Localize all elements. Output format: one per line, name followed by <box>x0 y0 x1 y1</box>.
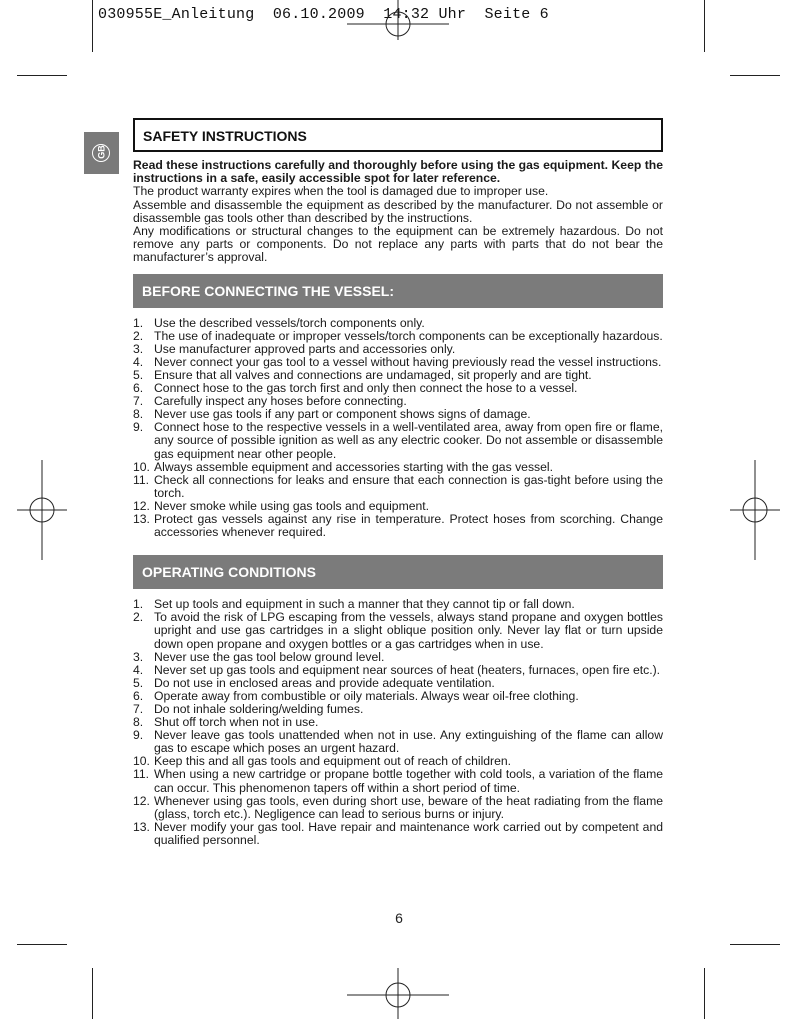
language-tab <box>84 132 119 174</box>
list-item-number: 8. <box>133 407 144 422</box>
list-item-text: To avoid the risk of LPG escaping from the vessels, always stand propane and oxygen bottles upright and use gas cartridges in a slight oblique position only. Never lay flat or turn upside down open propane and oxygen bottles or a gas cartridges when in use. <box>154 610 663 651</box>
list-item-number: 11. <box>133 472 150 487</box>
safety-paragraph: Any modifications or structural changes to the equipment can be extremely hazardous. Do not remove any parts or components. Do not replace any parts with parts that do not bear the manufacturer’s approval. <box>133 224 663 265</box>
list-item-text: Use manufacturer approved parts and accessories only. <box>154 341 456 356</box>
list-item-text: Never connect your gas tool to a vessel without having previously read the vessel instructions. <box>154 354 662 369</box>
list-item-text: Do not inhale soldering/welding fumes. <box>154 701 364 716</box>
list-item-number: 5. <box>133 368 144 382</box>
crop-mark-top-right-horizontal <box>730 75 780 76</box>
print-slug: 030955E_Anleitung 06.10.2009 14:32 Uhr Seite 6 <box>98 6 549 23</box>
operating-conditions-list <box>133 598 663 847</box>
list-item-text: Carefully inspect any hoses before connecting. <box>154 394 407 409</box>
list-item-text: Operate away from combustible or oily materials. Always wear oil-free clothing. <box>154 688 579 703</box>
list-item-text: Never set up gas tools and equipment near sources of heat (heaters, furnaces, open fire etc.). <box>154 662 661 677</box>
list-item-text: Use the described vessels/torch components only. <box>154 315 425 330</box>
list-item-number: 12. <box>133 793 150 808</box>
crop-mark-top-left-horizontal <box>17 75 67 76</box>
list-item-text: Protect gas vessels against any rise in temperature. Protect hoses from scorching. Change accessories whenever required. <box>154 512 663 540</box>
page-number: 6 <box>395 910 403 926</box>
list-item-number: 11. <box>133 767 150 782</box>
list-item-text: Keep this and all gas tools and equipment out of reach of children. <box>154 754 512 769</box>
page-content <box>133 118 663 847</box>
list-item-text: Never modify your gas tool. Have repair and maintenance work carried out by competent and qualified personnel. <box>154 819 663 847</box>
list-item-number: 4. <box>133 662 144 677</box>
list-item-number: 13. <box>133 819 150 834</box>
list-item-number: 8. <box>133 715 144 730</box>
list-item-text: The use of inadequate or improper vessels/torch components can be exceptionally hazardous. <box>154 328 663 343</box>
list-item-number: 9. <box>133 728 144 743</box>
list-item <box>133 795 663 821</box>
list-item-number: 12. <box>133 498 150 513</box>
list-item-text: Never use the gas tool below ground level. <box>154 649 385 664</box>
crop-mark-bottom-right-horizontal <box>730 944 780 945</box>
safety-instructions-heading: SAFETY INSTRUCTIONS <box>133 118 663 152</box>
list-item <box>133 729 663 755</box>
list-item-number: 10. <box>133 459 150 474</box>
list-item-text: Ensure that all valves and connections are undamaged, sit properly and are tight. <box>154 368 592 382</box>
list-item-text: When using a new cartridge or propane bottle together with cold tools, a variation of the flame can occur. This phenomenon tapers off within a short period of time. <box>154 767 663 795</box>
list-item-number: 1. <box>133 597 144 612</box>
list-item <box>133 768 663 794</box>
list-item <box>133 611 663 650</box>
list-item-number: 9. <box>133 420 144 435</box>
list-item-number: 2. <box>133 610 144 625</box>
safety-paragraph: Assemble and disassemble the equipment as described by the manufacturer. Do not assemble or disassemble gas tools other than described by the instructions. <box>133 197 663 225</box>
crop-mark-bottom-left-horizontal <box>17 944 67 945</box>
list-item <box>133 821 663 847</box>
registration-mark-right <box>730 460 780 560</box>
crop-mark-top-right-vertical <box>704 0 705 52</box>
list-item-number: 3. <box>133 649 144 664</box>
list-item <box>133 421 663 460</box>
list-item-text: Check all connections for leaks and ensure that each connection is gas-tight before using the torch. <box>154 472 663 500</box>
before-connecting-heading: BEFORE CONNECTING THE VESSEL: <box>133 274 663 308</box>
safety-intro <box>133 159 663 265</box>
registration-mark-left <box>17 460 67 560</box>
list-item-text: Set up tools and equipment in such a manner that they cannot tip or fall down. <box>154 597 575 612</box>
list-item-text: Do not use in enclosed areas and provide adequate ventilation. <box>154 675 495 690</box>
list-item-number: 1. <box>133 315 144 330</box>
registration-mark-top <box>347 0 449 40</box>
list-item <box>133 513 663 539</box>
list-item-number: 2. <box>133 328 144 343</box>
list-item-number: 5. <box>133 675 144 690</box>
before-connecting-list <box>133 317 663 540</box>
list-item-number: 3. <box>133 341 144 356</box>
list-item-number: 13. <box>133 512 150 527</box>
safety-paragraph: The product warranty expires when the tool is damaged due to improper use. <box>133 184 549 199</box>
list-item-text: Always assemble equipment and accessories starting with the gas vessel. <box>154 459 553 474</box>
list-item-text: Connect hose to the respective vessels in a well-ventilated area, away from open fire or flame, any source of possible ignition as well as any electric cooker. Do not assemble or disassemble gas equipment near other people. <box>154 420 663 461</box>
list-item-text: Never smoke while using gas tools and equipment. <box>154 498 430 513</box>
list-item-text: Whenever using gas tools, even during short use, beware of the heat radiating from the flame (glass, torch etc.). Negligence can lead to serious burns or injury. <box>154 793 663 821</box>
list-item-text: Never leave gas tools unattended when not in use. Any extinguishing of the flame can allow gas to escape which poses an urgent hazard. <box>154 728 663 756</box>
crop-mark-bottom-right-vertical <box>704 968 705 1019</box>
list-item-number: 7. <box>133 701 144 716</box>
list-item <box>133 474 663 500</box>
list-item-number: 6. <box>133 688 144 703</box>
list-item-number: 7. <box>133 394 144 409</box>
list-item-number: 6. <box>133 381 144 396</box>
language-tab-label: GB <box>96 145 107 159</box>
list-item-number: 10. <box>133 754 150 769</box>
operating-conditions-heading: OPERATING CONDITIONS <box>133 555 663 589</box>
list-item-text: Shut off torch when not in use. <box>154 715 319 730</box>
registration-mark-bottom <box>347 968 449 1019</box>
crop-mark-bottom-left-vertical <box>92 968 93 1019</box>
list-item-text: Never use gas tools if any part or component shows signs of damage. <box>154 407 531 422</box>
safety-intro-bold: Read these instructions carefully and thoroughly before using the gas equipment. Keep the instructions in a safe, easily accessible spot for later reference. <box>133 158 663 186</box>
list-item-text: Connect hose to the gas torch first and only then connect the hose to a vessel. <box>154 381 578 396</box>
crop-mark-top-left-vertical <box>92 0 93 52</box>
list-item-number: 4. <box>133 354 144 369</box>
